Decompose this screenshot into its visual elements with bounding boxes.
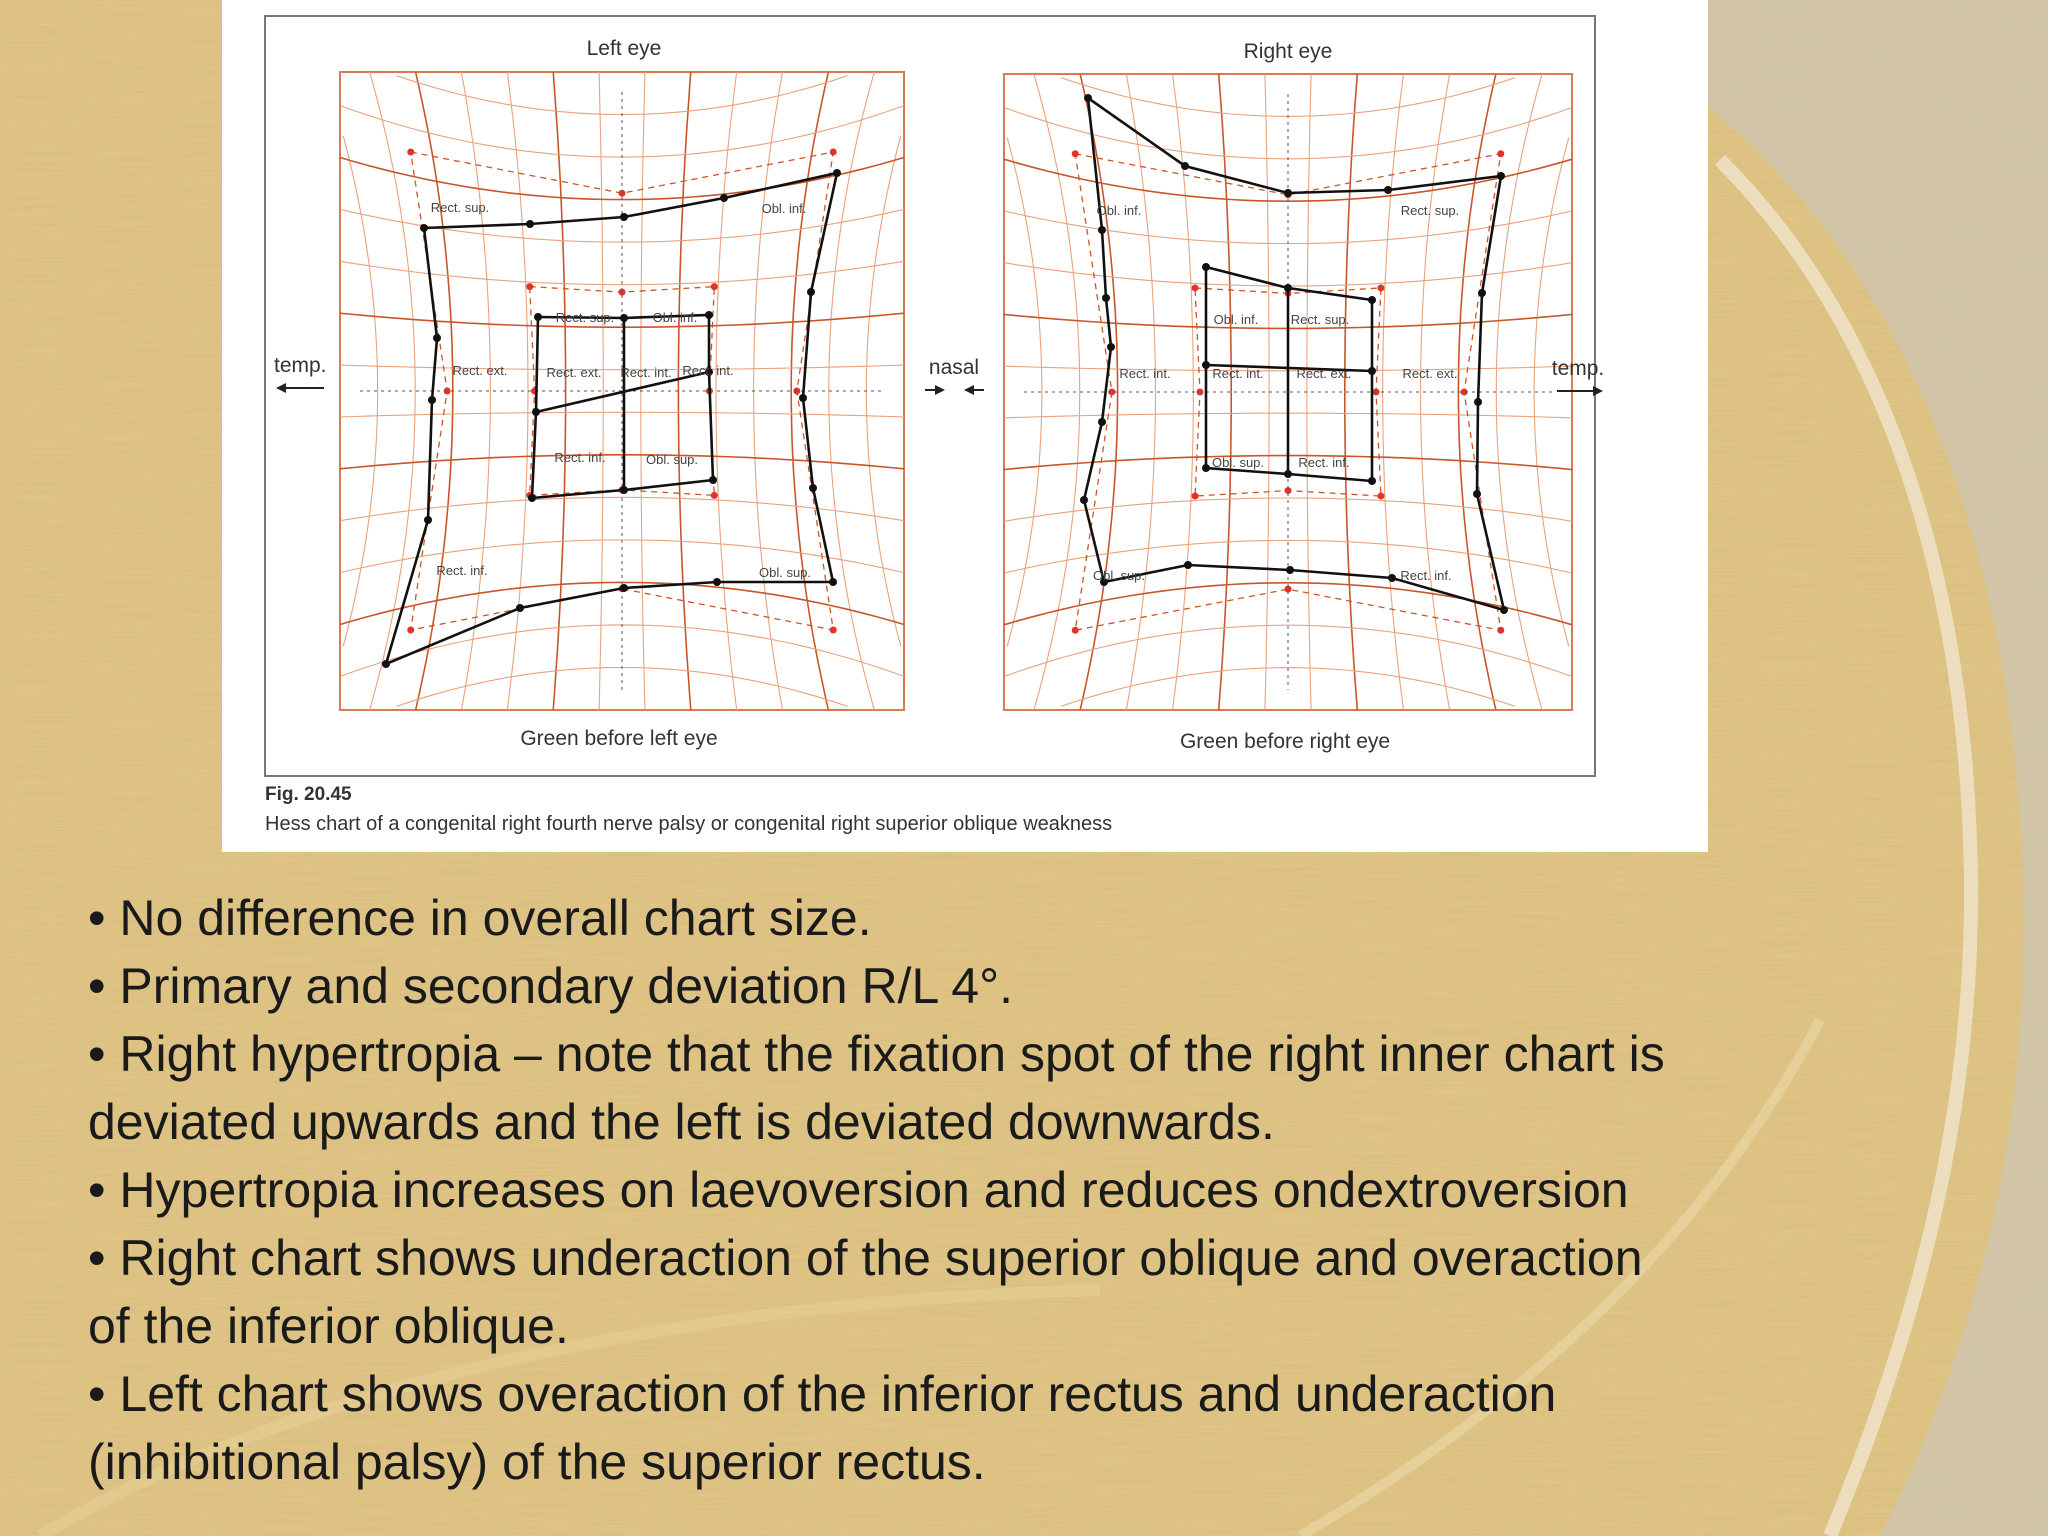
muscle-label: Rect. int. [682, 363, 734, 378]
muscle-label: Rect. ext. [1296, 366, 1352, 381]
bullet-line: • Right hypertropia – note that the fixation spot of the right inner chart is [88, 1026, 1665, 1082]
plotted-point [1384, 186, 1392, 194]
plotted-point [1084, 94, 1092, 102]
bullet-list [88, 884, 1988, 1496]
nasal-label: nasal [928, 356, 980, 379]
plotted-point [433, 334, 441, 342]
plotted-point [424, 516, 432, 524]
expected-point [830, 149, 837, 156]
right-eye-footer: Green before right eye [1179, 730, 1391, 753]
plotted-point [709, 476, 717, 484]
muscle-label: Rect. ext. [1402, 366, 1458, 381]
muscle-label: Obl. inf. [1096, 203, 1142, 218]
muscle-label: Obl. sup. [758, 565, 812, 580]
plotted-point [1497, 172, 1505, 180]
plotted-point [807, 288, 815, 296]
plotted-point [1202, 263, 1210, 271]
plotted-point [528, 494, 536, 502]
left-eye-chart [340, 72, 904, 710]
plotted-point [620, 213, 628, 221]
muscle-label: Obl. inf. [761, 201, 807, 216]
muscle-label: Obl. sup. [1092, 568, 1146, 583]
expected-point [526, 283, 533, 290]
expected-point [407, 149, 414, 156]
plotted-point [1368, 296, 1376, 304]
plotted-point [1286, 566, 1294, 574]
expected-point [830, 626, 837, 633]
bullet-line: • Hypertropia increases on laevoversion and reduces ondextroversion [88, 1162, 1629, 1218]
plotted-point [1181, 162, 1189, 170]
expected-point [1072, 627, 1079, 634]
muscle-label: Rect. int. [620, 365, 672, 380]
muscle-label: Rect. inf. [436, 563, 488, 578]
muscle-label: Obl. sup. [1211, 455, 1265, 470]
muscle-label: Rect. int. [1212, 366, 1264, 381]
temp-arrowhead-right [1593, 386, 1603, 396]
plotted-point [1107, 343, 1115, 351]
muscle-label: Rect. sup. [555, 310, 615, 325]
expected-point [1192, 284, 1199, 291]
muscle-label: Obl. inf. [1213, 312, 1259, 327]
bullet-line: • Right chart shows underaction of the superior oblique and overaction [88, 1230, 1643, 1286]
expected-point [1192, 493, 1199, 500]
plotted-point [516, 604, 524, 612]
temp-label-right: temp. [1551, 357, 1605, 380]
temp-arrowhead-left [276, 383, 286, 393]
plotted-point [534, 313, 542, 321]
bullet-line: • Left chart shows overaction of the inferior rectus and underaction [88, 1366, 1557, 1422]
plotted-point [1473, 490, 1481, 498]
left-eye-title: Left eye [586, 37, 662, 60]
expected-point [1072, 150, 1079, 157]
plotted-point [833, 169, 841, 177]
muscle-label: Rect. ext. [546, 365, 602, 380]
right-eye-title: Right eye [1243, 40, 1333, 63]
right-eye-chart [1004, 74, 1572, 710]
plotted-point [1368, 477, 1376, 485]
nasal-arrowhead-right [935, 385, 945, 395]
plotted-point [705, 311, 713, 319]
plotted-point [1500, 606, 1508, 614]
hess-chart-figure [222, 0, 1708, 852]
plotted-point [382, 660, 390, 668]
muscle-label: Rect. inf. [1298, 455, 1350, 470]
plotted-point [1184, 561, 1192, 569]
plotted-point [620, 584, 628, 592]
expected-point [711, 283, 718, 290]
muscle-label: Rect. inf. [1400, 568, 1452, 583]
plotted-point [428, 396, 436, 404]
plotted-point [1080, 496, 1088, 504]
plotted-point [1202, 464, 1210, 472]
muscle-label: Obl. inf. [652, 310, 698, 325]
figure-caption: Hess chart of a congenital right fourth nerve palsy or congenital right superior oblique weakness [265, 813, 1113, 835]
bullet-line: of the inferior oblique. [88, 1298, 569, 1354]
expected-point [711, 492, 718, 499]
plotted-point [713, 578, 721, 586]
expected-point [1377, 493, 1384, 500]
bullet-line: deviated upwards and the left is deviated downwards. [88, 1094, 1275, 1150]
muscle-label: Rect. inf. [554, 450, 606, 465]
muscle-label: Rect. sup. [1290, 312, 1350, 327]
plotted-point [1388, 574, 1396, 582]
muscle-label: Obl. sup. [645, 452, 699, 467]
left-eye-footer: Green before left eye [520, 727, 718, 750]
figure-number: Fig. 20.45 [265, 784, 352, 805]
bullet-line: • No difference in overall chart size. [88, 890, 872, 946]
expected-point [1497, 627, 1504, 634]
muscle-label: Rect. sup. [430, 200, 490, 215]
temp-label-left: temp. [274, 354, 327, 377]
plotted-point [1284, 189, 1292, 197]
bullet-line: • Primary and secondary deviation R/L 4°. [88, 958, 1013, 1014]
plotted-point [1102, 294, 1110, 302]
plotted-point [799, 394, 807, 402]
plotted-point [1474, 398, 1482, 406]
plotted-point [1478, 289, 1486, 297]
expected-point [1377, 284, 1384, 291]
muscle-label: Rect. int. [1119, 366, 1171, 381]
muscle-label: Rect. ext. [452, 363, 508, 378]
plotted-point [1098, 418, 1106, 426]
expected-point [1497, 150, 1504, 157]
bullet-line: (inhibitional palsy) of the superior rectus. [88, 1434, 986, 1490]
plotted-point [526, 220, 534, 228]
expected-point [407, 626, 414, 633]
plotted-point [420, 224, 428, 232]
nasal-arrowhead-left [964, 385, 974, 395]
plotted-point [829, 578, 837, 586]
muscle-label: Rect. sup. [1400, 203, 1460, 218]
plotted-point [1098, 226, 1106, 234]
plotted-point [809, 484, 817, 492]
plotted-point [720, 194, 728, 202]
